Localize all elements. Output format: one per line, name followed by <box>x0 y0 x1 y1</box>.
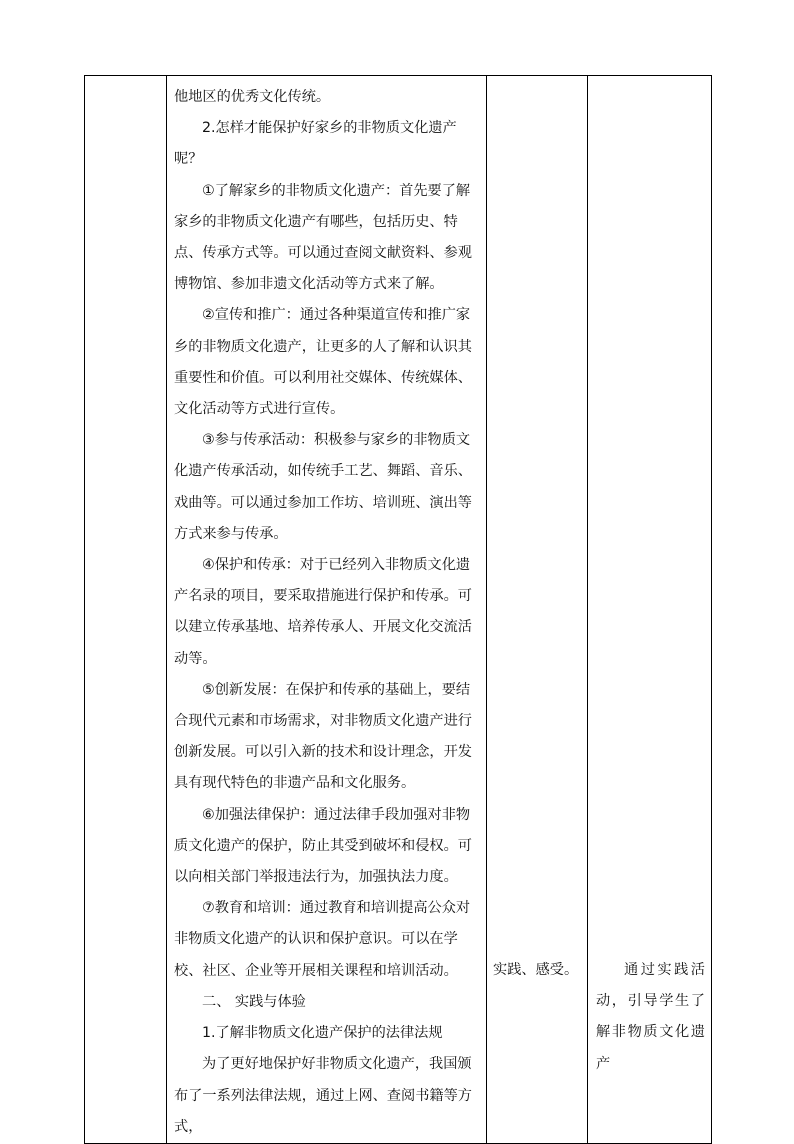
student-activity-cell <box>487 76 588 1144</box>
paragraph-point-6: ⑥加强法律保护：通过法律手段加强对非物质文化遗产的保护，防止其受到破坏和侵权。可以向相关部门举报违法行为，加强执法力度。 <box>174 806 472 886</box>
question-heading: 2.怎样才能保护好家乡的非物质文化遗产呢？ <box>174 120 457 168</box>
section-heading: 二、 实践与体验 <box>202 993 306 1010</box>
design-intent-text: 通过实践活动，引导学生了解非物质文化遗产 <box>596 962 705 1072</box>
paragraph-point-1: ①了解家乡的非物质文化遗产：首先要了解家乡的非物质文化遗产有哪些，包括历史、特点、传承方式等。可以通过查阅文献资料、参观博物馆、参加非遗文化活动等方式来了解。 <box>174 182 472 293</box>
column-blank-cell <box>85 76 167 1144</box>
lesson-plan-table <box>84 75 712 1144</box>
student-activity-text: 实践、感受。 <box>493 962 579 978</box>
teaching-content-cell <box>167 76 487 1144</box>
paragraph-continued: 他地区的优秀文化传统。 <box>174 89 331 105</box>
paragraph-point-4: ④保护和传承：对于已经列入非物质文化遗产名录的项目，要采取措施进行保护和传承。可以建立传承基地、培养传承人、开展文化交流活动等。 <box>174 557 472 667</box>
table-row <box>85 76 712 1144</box>
subsection-heading: 1.了解非物质文化遗产保护的法律法规 <box>202 1025 443 1042</box>
paragraph-point-7: ⑦教育和培训：通过教育和培训提高公众对非物质文化遗产的认识和保护意识。可以在学校、社区、企业等开展相关课程和培训活动。 <box>174 900 471 979</box>
paragraph-point-3: ③参与传承活动：积极参与家乡的非物质文化遗产传承活动，如传统手工艺、舞蹈、音乐、戏曲等。可以通过参加工作坊、培训班、演出等方式来参与传承。 <box>174 432 472 542</box>
paragraph-point-2: ②宣传和推广：通过各种渠道宣传和推广家乡的非物质文化遗产，让更多的人了解和认识其重要性和价值。可以利用社交媒体、传统媒体、文化活动等方式进行宣传。 <box>174 307 472 418</box>
paragraph-point-5: ⑤创新发展：在保护和传承的基础上，要结合现代元素和市场需求，对非物质文化遗产进行创新发展。可以引入新的技术和设计理念，开发具有现代特色的非遗产品和文化服务。 <box>174 681 472 792</box>
teaching-content <box>167 76 486 1143</box>
design-intent-cell <box>588 76 712 1144</box>
paragraph-law-intro: 为了更好地保护好非物质文化遗产，我国颁布了一系列法律法规，通过上网、查阅书籍等方式， <box>174 1056 472 1135</box>
